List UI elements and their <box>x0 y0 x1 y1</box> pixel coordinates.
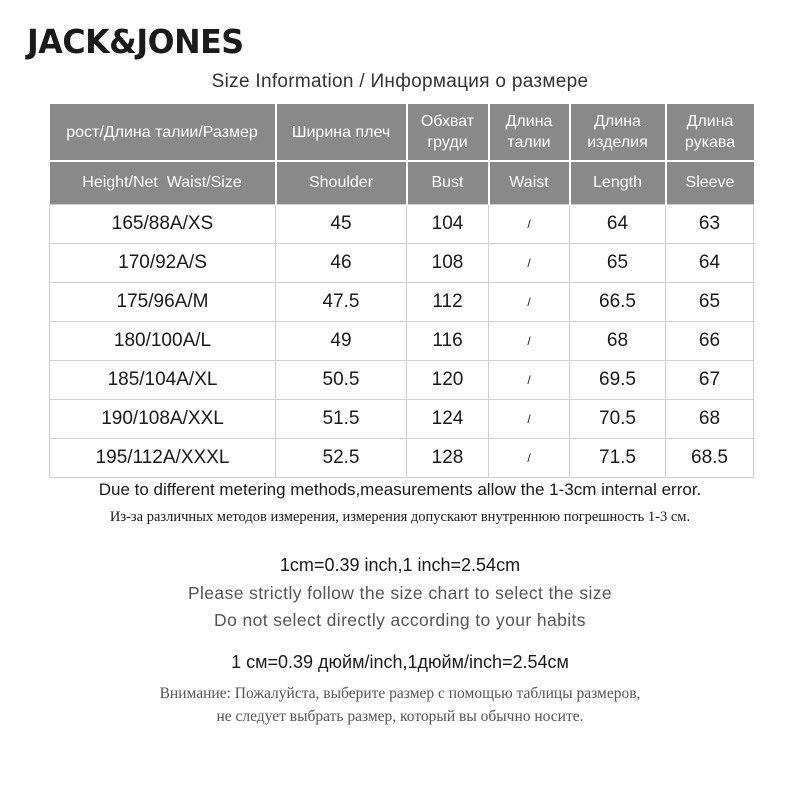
waist-cell: / <box>489 439 570 478</box>
bust-cell: 104 <box>407 205 489 244</box>
measurement-error-note-en: Due to different metering methods,measurements allow the 1-3cm internal error. <box>98 480 702 499</box>
waist-cell: / <box>489 322 570 361</box>
page-title: Size Information / Информация о размере <box>211 71 589 92</box>
header-row-russian <box>50 104 754 161</box>
waist-cell: / <box>489 205 570 244</box>
unit-conversion-en: 1cm=0.39 inch,1 inch=2.54cm <box>279 555 521 575</box>
table-row <box>50 400 754 439</box>
bust-cell: 124 <box>407 400 489 439</box>
length-cell: 66.5 <box>570 283 666 322</box>
bust-cell: 108 <box>407 244 489 283</box>
col-header-size-ru: рост/Длина талии/Размер <box>50 104 276 161</box>
shoulder-cell: 49 <box>276 322 407 361</box>
size-cell: 170/92A/S <box>50 244 276 283</box>
length-cell: 70.5 <box>570 400 666 439</box>
col-header-sleeve-en: Sleeve <box>666 161 754 205</box>
shoulder-cell: 45 <box>276 205 407 244</box>
bust-cell: 116 <box>407 322 489 361</box>
sleeve-cell: 64 <box>666 244 754 283</box>
col-header-waist-ru: Длина талии <box>489 104 570 161</box>
sleeve-cell: 63 <box>666 205 754 244</box>
size-cell: 190/108A/XXL <box>50 400 276 439</box>
shoulder-cell: 47.5 <box>276 283 407 322</box>
length-cell: 71.5 <box>570 439 666 478</box>
table-row <box>50 244 754 283</box>
length-cell: 65 <box>570 244 666 283</box>
header-row-english <box>50 161 754 205</box>
sleeve-cell: 65 <box>666 283 754 322</box>
sleeve-cell: 68 <box>666 400 754 439</box>
sleeve-cell: 67 <box>666 361 754 400</box>
bust-cell: 120 <box>407 361 489 400</box>
col-header-size-en: Height/Net Waist/Size <box>50 161 276 205</box>
table-row <box>50 361 754 400</box>
col-header-shoulder-ru: Ширина плеч <box>276 104 407 161</box>
size-cell: 195/112A/XXXL <box>50 439 276 478</box>
waist-cell: / <box>489 283 570 322</box>
col-header-length-ru: Длина изделия <box>570 104 666 161</box>
table-row <box>50 322 754 361</box>
shoulder-cell: 46 <box>276 244 407 283</box>
attention-note-line-2: не следует выбрать размер, который вы обычно носите. <box>216 708 584 725</box>
col-header-shoulder-en: Shoulder <box>276 161 407 205</box>
size-cell: 165/88A/XS <box>50 205 276 244</box>
col-header-bust-en: Bust <box>407 161 489 205</box>
col-header-waist-en: Waist <box>489 161 570 205</box>
length-cell: 68 <box>570 322 666 361</box>
attention-note-line-1: Внимание: Пожалуйста, выберите размер с помощью таблицы размеров, <box>159 685 641 702</box>
brand-logo: JACK&JONES <box>27 22 244 61</box>
col-header-bust-ru: Обхват груди <box>407 104 489 161</box>
size-advice-line-2: Do not select directly according to your habits <box>214 610 586 630</box>
waist-cell: / <box>489 244 570 283</box>
waist-cell: / <box>489 400 570 439</box>
col-header-sleeve-ru: Длина рукава <box>666 104 754 161</box>
col-header-length-en: Length <box>570 161 666 205</box>
length-cell: 64 <box>570 205 666 244</box>
table-row <box>50 439 754 478</box>
length-cell: 69.5 <box>570 361 666 400</box>
table-row <box>50 205 754 244</box>
sleeve-cell: 66 <box>666 322 754 361</box>
bust-cell: 128 <box>407 439 489 478</box>
shoulder-cell: 50.5 <box>276 361 407 400</box>
size-cell: 185/104A/XL <box>50 361 276 400</box>
size-chart-table <box>49 104 754 478</box>
size-cell: 175/96A/M <box>50 283 276 322</box>
size-cell: 180/100A/L <box>50 322 276 361</box>
sleeve-cell: 68.5 <box>666 439 754 478</box>
waist-cell: / <box>489 361 570 400</box>
measurement-error-note-ru: Из-за различных методов измерения, измерения допускают внутреннюю погрешность 1-3 см. <box>109 509 691 525</box>
size-advice-line-1: Please strictly follow the size chart to select the size <box>187 583 613 603</box>
table-row <box>50 283 754 322</box>
shoulder-cell: 52.5 <box>276 439 407 478</box>
shoulder-cell: 51.5 <box>276 400 407 439</box>
unit-conversion-ru: 1 см=0.39 дюйм/inch,1дюйм/inch=2.54см <box>231 652 569 672</box>
bust-cell: 112 <box>407 283 489 322</box>
